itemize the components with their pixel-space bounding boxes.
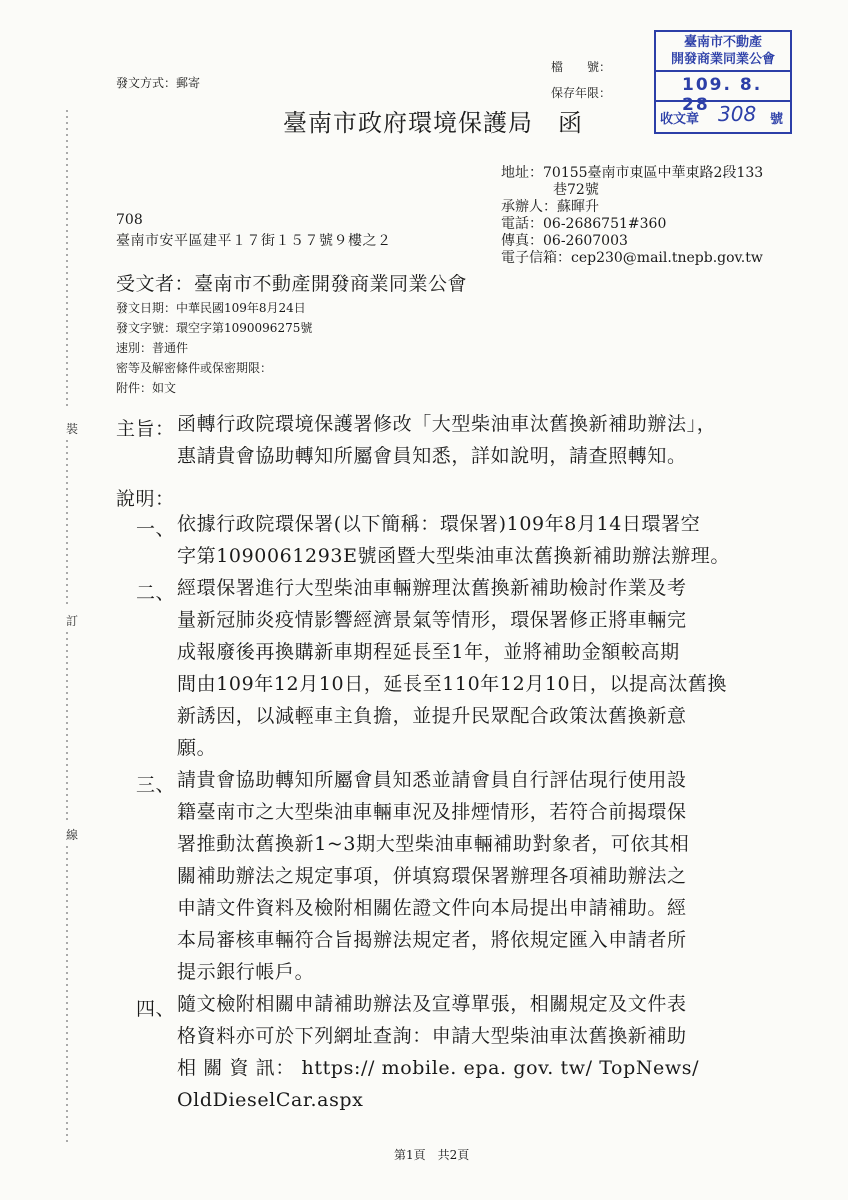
subject-label: 主旨：: [116, 418, 175, 440]
stamp-received-label: 收文章: [660, 112, 700, 127]
subject-text: [177, 408, 716, 472]
sender-phone: 電話：06-2686751#360: [501, 216, 667, 232]
item-3-text: [177, 764, 689, 988]
stamp-org: [656, 34, 790, 68]
item-number: 二、: [136, 582, 176, 604]
sender-email: 電子信箱：cep230@mail.tnepb.gov.tw: [501, 250, 763, 266]
binding-mark-xian: 線: [66, 828, 79, 842]
item-line: 間由109年12月10日，延長至110年12月10日，以提高汰舊換: [177, 673, 728, 695]
item-line: 申請文件資料及檢附相關佐證文件向本局提出申請補助。經: [177, 897, 687, 919]
secrecy-level: 密等及解密條件或保密期限：: [116, 361, 273, 375]
item-line: 格資料亦可於下列網址查詢：申請大型柴油車汰舊換新補助: [177, 1025, 687, 1047]
item-1-text: [177, 508, 730, 572]
item-line: 字第1090061293E號函暨大型柴油車汰舊換新補助辦法辦理。: [177, 545, 730, 567]
item-line: 隨文檢附相關申請補助辦法及宣導單張，相關規定及文件表: [177, 993, 687, 1015]
sender-address-line2: 巷72號: [553, 182, 599, 198]
item-line: 本局審核車輛符合旨揭辦法規定者，將依規定匯入申請者所: [177, 929, 687, 951]
stamp-org-line2: 開發商業同業公會: [670, 52, 775, 67]
file-number-label: 檔 號：: [551, 60, 612, 74]
binding-line: [66, 110, 68, 410]
item-line: 關補助辦法之規定事項，併填寫環保署辦理各項補助辦法之: [177, 865, 687, 887]
item-line: 提示銀行帳戶。: [177, 961, 315, 983]
item-line: 籍臺南市之大型柴油車輛車況及排煙情形，若符合前揭環保: [177, 801, 687, 823]
explanation-label: 說明：: [116, 488, 175, 510]
item-line: OldDieselCar.aspx: [177, 1089, 364, 1111]
stamp-date: 109. 8. 28: [682, 75, 763, 115]
document-title: 臺南市政府環境保護局 函: [283, 109, 583, 137]
recipient-address: 臺南市安平區建平１７街１５７號９樓之２: [116, 233, 392, 249]
page-number: 第1頁 共2頁: [394, 1148, 470, 1162]
subject-line: 函轉行政院環境保護署修改「大型柴油車汰舊換新補助辦法」，: [177, 413, 717, 435]
subject-line: 惠請貴會協助轉知所屬會員知悉，詳如說明，請查照轉知。: [177, 445, 687, 467]
item-line: 經環保署進行大型柴油車輛辦理汰舊換新補助檢討作業及考: [177, 577, 687, 599]
item-line: 請貴會協助轉知所屬會員知悉並請會員自行評估現行使用設: [177, 769, 687, 791]
receiver: 受文者：臺南市不動產開發商業同業公會: [116, 273, 468, 295]
binding-mark-ding: 訂: [66, 614, 79, 628]
item-line: 署推動汰舊換新1~3期大型柴油車輛補助對象者，可依其相: [177, 833, 690, 855]
item-line: 相 關 資 訊： https:// mobile. epa. gov. tw/ TopNews/: [177, 1057, 700, 1079]
stamp-hao: 號: [770, 112, 784, 127]
delivery-speed: 速別：普通件: [116, 341, 189, 355]
item-line: 願。: [177, 737, 217, 759]
retention-label: 保存年限：: [551, 86, 612, 100]
item-line: 成報廢後再換購新車期程延長至1年，並將補助金額較高期: [177, 641, 680, 663]
item-line: 量新冠肺炎疫情影響經濟景氣等情形，環保署修正將車輛完: [177, 609, 687, 631]
item-number: 四、: [136, 998, 176, 1020]
recipient-postcode: 708: [116, 212, 143, 228]
item-2-text: [177, 572, 727, 764]
item-4-text: [177, 988, 699, 1116]
stamp-divider: [656, 70, 790, 72]
item-line: 新誘因，以減輕車主負擔，並提升民眾配合政策汰舊換新意: [177, 705, 687, 727]
received-stamp: [654, 30, 792, 134]
binding-line: [66, 632, 68, 820]
item-number: 三、: [136, 774, 176, 796]
item-number: 一、: [136, 518, 176, 540]
attachment: 附件：如文: [116, 381, 177, 395]
stamp-org-line1: 臺南市不動產: [683, 35, 762, 50]
sender-handler: 承辦人：蘇暉升: [501, 199, 599, 215]
stamp-received-number: 308: [718, 102, 757, 126]
binding-line: [66, 846, 68, 1146]
document-number: 發文字號：環空字第1090096275號: [116, 321, 313, 335]
binding-line: [66, 440, 68, 605]
sender-fax: 傳真：06-2607003: [501, 233, 628, 249]
sender-address-line1: 地址：70155臺南市東區中華東路2段133: [501, 165, 764, 181]
delivery-method: 發文方式：郵寄: [116, 76, 201, 90]
binding-mark-zhuang: 裝: [66, 422, 79, 436]
item-line: 依據行政院環保署(以下簡稱：環保署)109年8月14日環署空: [177, 513, 701, 535]
issue-date: 發文日期：中華民國109年8月24日: [116, 301, 306, 315]
